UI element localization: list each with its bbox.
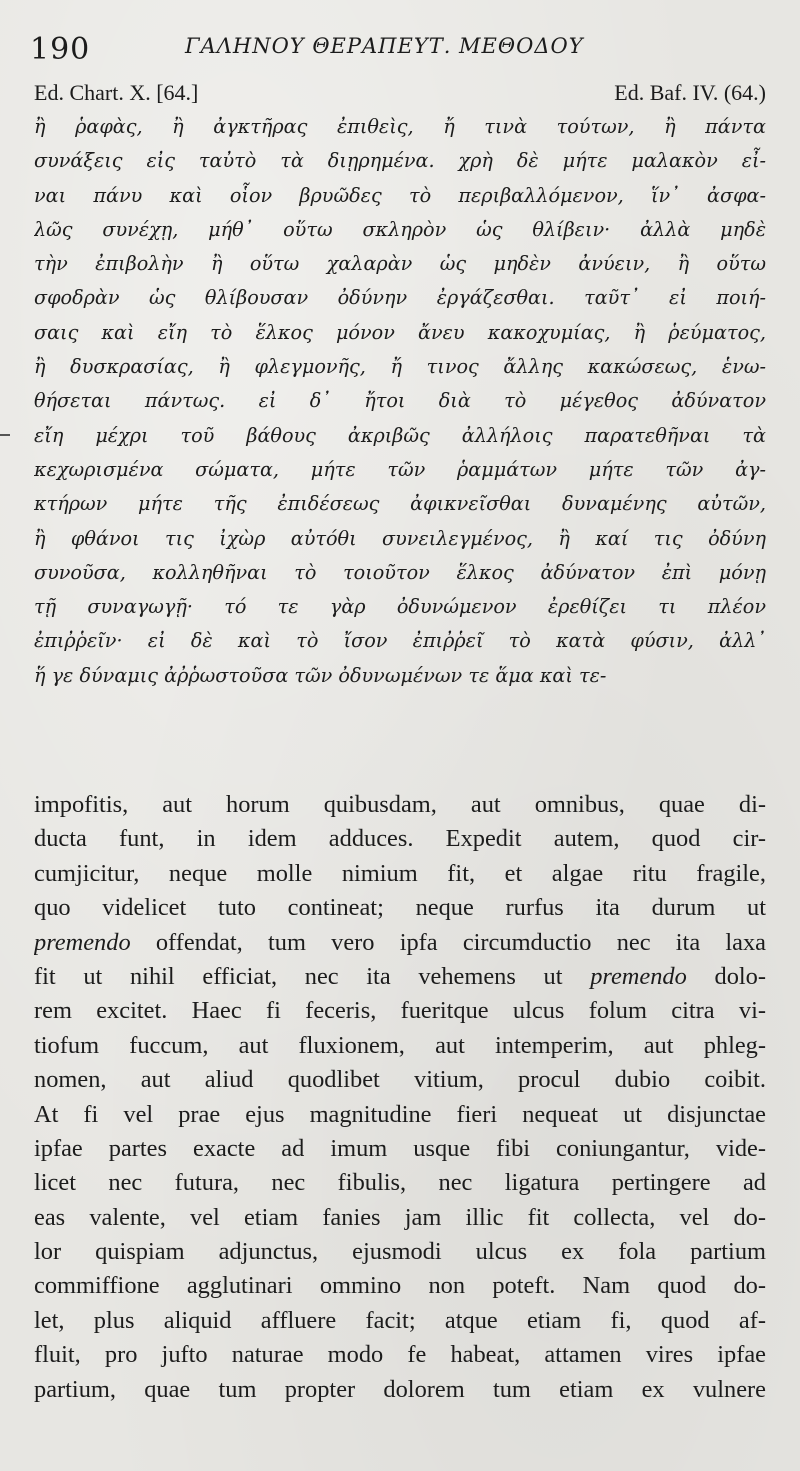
greek-text-line: ἢ φθάνοι τις ἰχὼρ αὐτόθι συνειλεγμένος, ἢ καί τις ὀδύνη <box>34 526 766 550</box>
latin-text-line: impofitis, aut horum quibusdam, aut omnibus, quae di- <box>34 791 766 818</box>
greek-text-line: ἢ δυσκρασίας, ἢ φλεγμονῆς, ἤ τινος ἄλλης κακώσεως, ἑνω- <box>34 355 766 379</box>
latin-text-line: At fi vel prae ejus magnitudine fieri nequeat ut disjunctae <box>34 1100 766 1128</box>
greek-text-line: εἴη μέχρι τοῦ βάθους ἀκριβῶς ἀλλήλοις παρατεθῆναι τὰ <box>34 423 766 447</box>
page-number: 190 <box>30 32 91 67</box>
latin-text-line: cumjicitur, neque molle nimium fit, et algae ritu fragile, <box>34 859 766 887</box>
greek-text-line: σφοδρὰν ὡς θλίβουσαν ὀδύνην ἐργάζεσθαι. ταῦτ᾽ εἰ ποιή- <box>34 286 766 310</box>
margin-mark <box>0 434 10 436</box>
greek-text-line: ἐπιῤῥεῖν· εἰ δὲ καὶ τὸ ἴσον ἐπιῤῥεῖ τὸ κατὰ φύσιν, ἀλλ᾽ <box>34 629 766 653</box>
latin-text-line: commiffione agglutinari ommino non poteft. Nam quod do- <box>34 1272 766 1300</box>
greek-text-line: κτήρων μήτε τῆς ἐπιδέσεως ἀφικνεῖσθαι δυναμένης αὐτῶν, <box>34 492 766 516</box>
greek-text-block <box>34 110 766 693</box>
running-title: ΓΑΛΗΝΟΥ ΘΕΡΑΠΕΥΤ. ΜΕΘΟΔΟΥ <box>185 34 584 58</box>
latin-text-block <box>34 788 766 1407</box>
edition-chartier-reference: Ed. Chart. X. [64.] <box>34 80 199 105</box>
greek-text-line: συνοῦσα, κολληθῆναι τὸ τοιοῦτον ἕλκος ἀδύνατον ἐπὶ μόνῃ <box>34 560 766 584</box>
page-header <box>30 30 770 70</box>
latin-text-line: quo videlicet tuto contineat; neque rurfus ita durum ut <box>34 894 766 922</box>
latin-text-line: tiofum fuccum, aut fluxionem, aut intemperim, aut phleg- <box>34 1031 766 1059</box>
latin-text-line: fit ut nihil efficiat, nec ita vehemens ut premendo dolo- <box>34 962 766 990</box>
greek-text-line: λῶς συνέχῃ, μήθ᾽ οὕτω σκληρὸν ὡς θλίβειν· ἀλλὰ μηδὲ <box>34 217 766 241</box>
latin-text-line: rem excitet. Haec fi feceris, fueritque ulcus folum citra vi- <box>34 997 766 1025</box>
latin-text-line: premendo offendat, tum vero ipfa circumductio nec ita laxa <box>34 928 766 956</box>
edition-references <box>34 80 766 106</box>
greek-text-line: τὴν ἐπιβολὴν ἢ οὕτω χαλαρὰν ὡς μηδὲν ἀνύειν, ἢ οὕτω <box>34 252 766 276</box>
latin-text-line: eas valente, vel etiam fanies jam illic fit collecta, vel do- <box>34 1203 766 1231</box>
latin-text-line: ducta funt, in idem adduces. Expedit autem, quod cir- <box>34 825 766 853</box>
greek-text-line: σαις καὶ εἴη τὸ ἕλκος μόνον ἄνευ κακοχυμίας, ἢ ῥεύματος, <box>34 320 766 344</box>
latin-text-line: licet nec futura, nec fibulis, nec ligatura pertingere ad <box>34 1169 766 1197</box>
latin-text-line: lor quispiam adjunctus, ejusmodi ulcus ex fola partium <box>34 1238 766 1266</box>
latin-text-line: fluit, pro jufto naturae modo fe habeat, attamen vires ipfae <box>34 1341 766 1369</box>
latin-text-line: ipfae partes exacte ad imum usque fibi coniungantur, vide- <box>34 1134 766 1162</box>
greek-text-line: τῇ συναγωγῇ· τό τε γὰρ ὀδυνώμενον ἐρεθίζει τι πλέον <box>34 595 766 619</box>
italic-word: premendo <box>34 928 131 956</box>
greek-text-line: θήσεται πάντως. εἰ δ᾽ ἤτοι διὰ τὸ μέγεθος ἀδύνατον <box>34 389 766 413</box>
latin-text-line: let, plus aliquid affluere facit; atque etiam fi, quod af- <box>34 1306 766 1334</box>
edition-basel-reference: Ed. Baf. IV. (64.) <box>614 80 766 105</box>
greek-text-line: συνάξεις εἰς ταὐτὸ τὰ διῃρημένα. χρὴ δὲ μήτε μαλακὸν εἶ- <box>34 149 766 173</box>
latin-text-line: nomen, aut aliud quodlibet vitium, procul dubio coibit. <box>34 1066 766 1094</box>
greek-text-line: ἥ γε δύναμις ἀῤῥωστοῦσα τῶν ὀδυνωμένων τε ἅμα καὶ τε- <box>34 663 607 687</box>
italic-word: premendo <box>590 962 687 990</box>
greek-text-line: ἢ ῥαφὰς, ἢ ἀγκτῆρας ἐπιθεὶς, ἤ τινὰ τούτων, ἢ πάντα <box>34 115 766 138</box>
latin-text-line: partium, quae tum propter dolorem tum etiam ex vulnere <box>34 1375 766 1403</box>
greek-text-line: κεχωρισμένα σώματα, μήτε τῶν ῥαμμάτων μήτε τῶν ἀγ- <box>34 457 766 481</box>
greek-text-line: ναι πάνυ καὶ οἷον βρυῶδες τὸ περιβαλλόμενον, ἵν᾽ ἀσφα- <box>34 183 766 207</box>
